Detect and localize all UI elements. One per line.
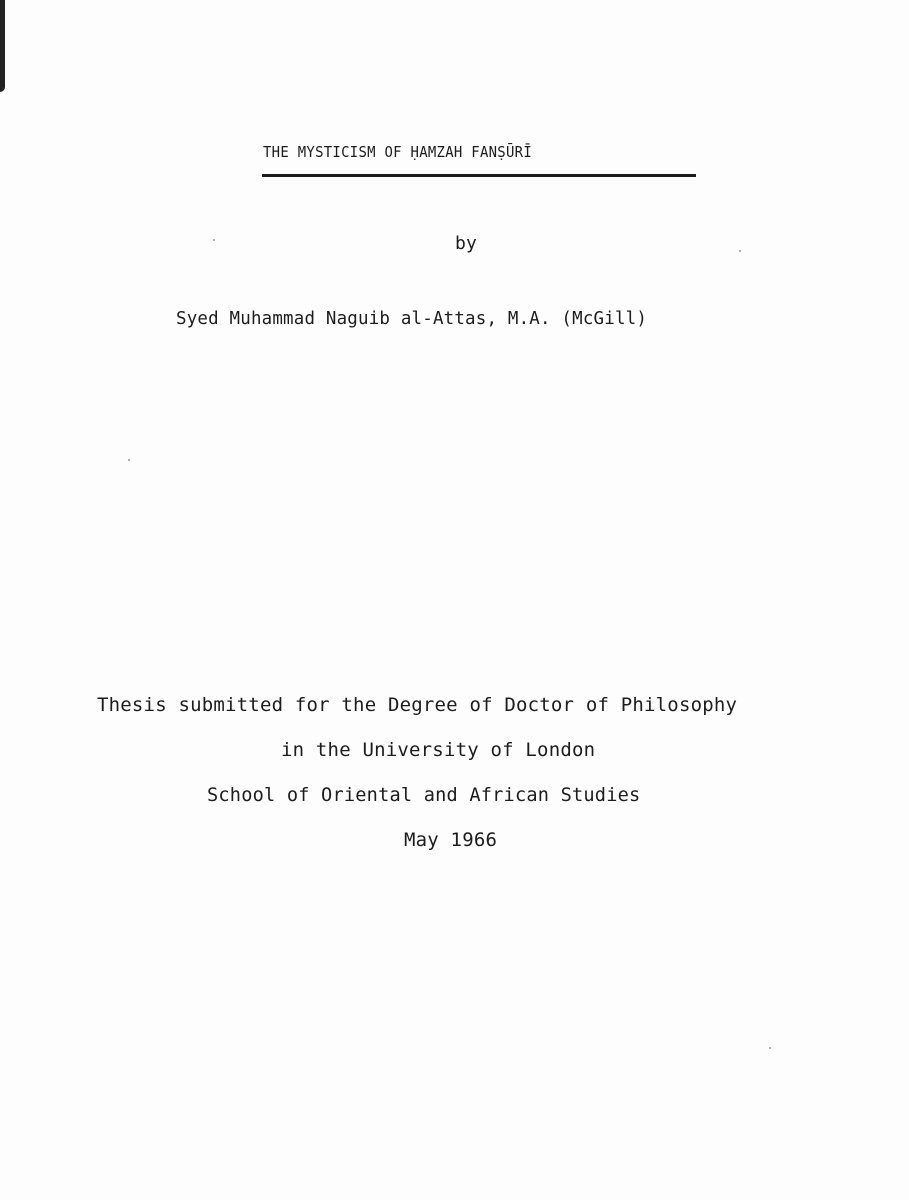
submission-line-university: in the University of London bbox=[281, 739, 596, 761]
submission-line-degree: Thesis submitted for the Degree of Doctor of Philosophy bbox=[97, 694, 738, 716]
thesis-title: THE MYSTICISM OF ḤAMZAH FANṢŪRĪ bbox=[263, 143, 533, 161]
author-line: Syed Muhammad Naguib al-Attas, M.A. (McGill) bbox=[176, 308, 648, 329]
scan-speck bbox=[128, 459, 130, 461]
by-line: by bbox=[455, 233, 478, 254]
title-underline bbox=[262, 174, 696, 177]
scan-speck bbox=[213, 239, 215, 241]
submission-line-school: School of Oriental and African Studies bbox=[207, 784, 641, 806]
scan-edge-mark bbox=[0, 0, 5, 92]
submission-line-date: May 1966 bbox=[404, 829, 498, 851]
scan-speck bbox=[739, 250, 741, 252]
scan-speck bbox=[769, 1047, 771, 1049]
